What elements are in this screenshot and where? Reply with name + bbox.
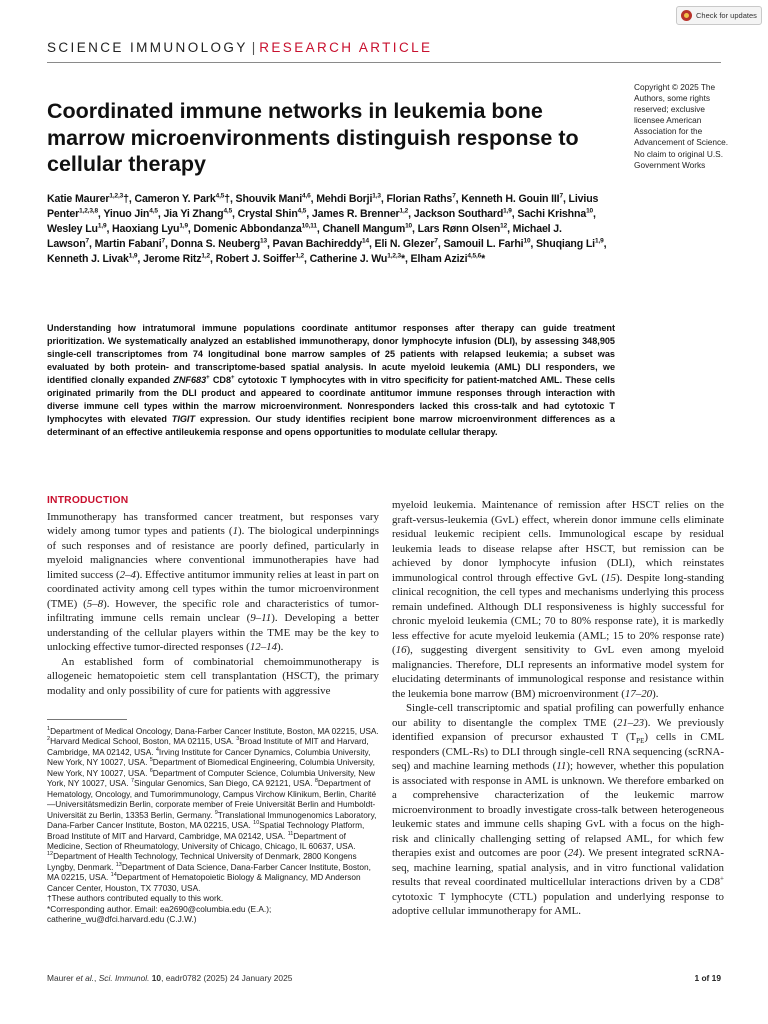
footnote-rule <box>47 719 127 720</box>
author-name: Crystal Shin$^{4,5}$ <box>237 207 307 221</box>
article-type: RESEARCH ARTICLE <box>259 40 433 55</box>
author-name: Domenic Abbondanza$^{10,11}$ <box>193 222 317 236</box>
author-name: Yinuo Jin$^{4,5}$ <box>103 207 158 221</box>
author-name: Elham Azizi$^{4,5,6}$* <box>410 252 486 266</box>
header-separator: | <box>251 40 256 55</box>
check-updates-icon <box>681 10 692 21</box>
corresponding-author-note: *Corresponding author. Email: ea2690@columbia.edu (E.A.); catherine_wu@dfci.harvard.edu (C.J.W.) <box>47 903 272 925</box>
author-name: Donna S. Neuberg$^{13}$ <box>170 237 267 251</box>
copyright-notice: Copyright © 2025 The Authors, some rights reserved; exclusive licensee American Association for the Advancement of Science. No claim to original U.S. Government Works <box>634 82 729 170</box>
author-list: Katie Maurer$^{1,2,3}$†, Cameron Y. Park$^{4,5}$†, Shouvik Mani$^{4,6}$, Mehdi Borji$^{1,3}$, Florian Raths$^7$, Kenneth H. Gouin III$^7$, Livius Penter$^{1,2,3,8}$, Yinuo Jin$^{4,5}$, Jia Yi Zhang$^{4,5}$, Crystal Shin$^{4,5}$, James R. Brenner$^{1,2}$, Jackson Southard$^{1,9}$, Sachi Krishna$^{10}$, Wesley Lu$^{1,9}$, Haoxiang Lyu$^{1,9}$, Domenic Abbondanza$^{10,11}$, Chanell Mangum$^{10}$, Lars Rønn Olsen$^{12}$, Michael J. Lawson$^7$, Martin Fabani$^7$, Donna S. Neuberg$^{13}$, Pavan Bachireddy$^{14}$, Eli N. Glezer$^7$, Samouil L. Farhi$^{10}$, Shuqiang Li$^{1,9}$, Kenneth J. Livak$^{1,9}$, Jerome Ritz$^{1,2}$, Robert J. Soiffer$^{1,2}$, Catherine J. Wu$^{1,2,3}$*, Elham Azizi$^{4,5,6}$* <box>47 192 607 266</box>
author-name: Kenneth J. Livak$^{1,9}$ <box>47 252 138 266</box>
footer-citation: Maurer et al., Sci. Immunol. 10, eadr0782 (2025) 24 January 2025 <box>47 973 293 983</box>
author-name: Samouil L. Farhi$^{10}$ <box>443 237 531 251</box>
equal-contribution-note: †These authors contributed equally to this work. <box>47 893 224 904</box>
author-name: Wesley Lu$^{1,9}$ <box>47 222 107 236</box>
author-name: Pavan Bachireddy$^{14}$ <box>272 237 369 251</box>
journal-header <box>47 40 432 55</box>
page-number: 1 of 19 <box>694 973 721 983</box>
affiliations-footnotes <box>47 726 379 925</box>
check-for-updates-button[interactable] <box>676 6 762 25</box>
author-name: Martin Fabani$^7$ <box>94 237 165 251</box>
author-name: Michael J. Lawson$^7$ <box>47 223 562 251</box>
right-column <box>392 498 724 919</box>
author-name: Jerome Ritz$^{1,2}$ <box>142 252 210 266</box>
author-name: Florian Raths$^7$ <box>386 192 456 205</box>
author-name: Catherine J. Wu$^{1,2,3}$* <box>309 252 405 266</box>
intro-paragraph-4: Single-cell transcriptomic and spatial profiling can powerfully enhance our ability to disentangle the complex TME (21–23). We previously identified expansion of precursor exhausted T $(T_{PE})$ cells in CML responders (CML-Rs) to DLI through single-cell RNA sequencing (scRNA-seq) and machine learning methods (11); however, whether this population is associated with response in AML is unknown. We therefore embarked on a comprehensive characterization of the leukemic marrow microenvironment to broadly investigate cross-talk between heterogeneous leukemic states and immune cells shaping GvL with a focus on the high-risk and clinically challenging setting of relapsed AML, for which few therapies exist and outcomes are poor (24). We present integrated scRNA-seq, machine learning, spatial analysis, and in vitro functional validation results that reveal coordinated multicellular interactions driven by a CD8+ cytotoxic T lymphocyte (CTL) population and underlying response to adoptive cellular immunotherapy for AML. <box>392 702 725 917</box>
section-heading-introduction: INTRODUCTION <box>47 495 129 506</box>
author-name: Mehdi Borji$^{1,3}$ <box>316 192 381 205</box>
intro-paragraph-1: Immunotherapy has transformed cancer treatment, but responses vary widely among tumor types and patients (1). The biological underpinnings of such responses and of resistance are poorly defined, particularly in myeloid malignancies where conventional immunotherapies have had limited success (2–4). Effective antitumor immunity relies at least in part on coordinated activity among cell types within the tumor microenvironment (TME) (5–8). However, the specific role and characteristics of tumor-infiltrating immune cells remain unclear (9–11). Developing a better understanding of the cellular players within the TME may be the key to unlocking effective tumor-directed responses (12–14). <box>47 510 380 653</box>
header-rule <box>47 62 721 63</box>
abstract: Understanding how intratumoral immune populations coordinate antitumor responses after therapy can guide treatment prioritization. We systematically analyzed an established immunotherapy, donor lymphocyte infusion (DLI), by assessing 348,905 single-cell transcriptomes from 74 longitudinal bone marrow samples of 25 patients with relapsed leukemia; a subset was evaluated by both protein- and transcriptome-based spatial analysis. In acute myeloid leukemia (AML) DLI responders, we identified clonally expanded ZNF683+ CD8+ cytotoxic T lymphocytes with in vitro specificity for patient-matched AML. These cells originated primarily from the DLI product and appeared to coordinate antitumor immune responses through interaction with diverse immune cell types within the marrow microenvironment. Nonresponders lacked this cross-talk and had cytotoxic T lymphocytes with elevated TIGIT expression. Our study identifies recipient bone marrow microenvironment differences as a determinant of an effective antileukemia response and opens opportunities to modulate cellular therapy. <box>47 323 615 437</box>
author-name: Katie Maurer$^{1,2,3}$† <box>47 192 129 205</box>
author-name: Shouvik Mani$^{4,6}$ <box>235 192 311 205</box>
intro-paragraph-3: myeloid leukemia. Maintenance of remission after HSCT relies on the graft-versus-leukemia (GvL) effect, wherein donor immune cells eliminate residual leukemic recipient cells. Immunological escape by residual leukemia leads to disease relapse after HSCT, but remission can be achieved by donor lymphocyte infusion (DLI), which reinstates immunological control through effective GvL (15). Despite long-standing clinical recognition, the cell types and mechanisms underlying this process remain undefined. Although DLI responsiveness is highly successful for chronic myeloid leukemia (CML; 70 to 80% response rate), it is markedly less effective for acute myeloid leukemia (AML; 15 to 20% response rate) (16), suggesting divergent sensitivity to GvL even among myeloid malignancies. Therefore, DLI represents an informative model system for elucidating determinants of immunological response and resistance within the leukemia bone marrow (BM) microenvironment (17–20). <box>392 499 724 700</box>
author-name: Robert J. Soiffer$^{1,2}$ <box>215 252 305 266</box>
author-name: Jackson Southard$^{1,9}$ <box>413 207 512 221</box>
author-name: Cameron Y. Park$^{4,5}$† <box>134 192 230 205</box>
left-column <box>47 494 379 698</box>
author-name: James R. Brenner$^{1,2}$ <box>311 207 409 221</box>
intro-paragraph-2: An established form of combinatorial chemoimmunotherapy is allogeneic hematopoietic stem cell transplantation (HSCT), the primary modality and only possibility of cure for patients with aggressive <box>47 655 379 697</box>
author-name: Sachi Krishna$^{10}$ <box>517 207 593 221</box>
author-name: Eli N. Glezer$^7$ <box>374 237 438 251</box>
affiliation-list: $^1$Department of Medical Oncology, Dana-Farber Cancer Institute, Boston, MA 02215, USA. $^2$Harvard Medical School, Boston, MA 02115, USA. $^3$Broad Institute of MIT and Harvard, Cambridge, MA 02142, USA. $^4$Irving Institute for Cancer Dynamics, Columbia University, New York, NY 10027, USA. $^5$Department of Biomedical Engineering, Columbia University, New York, NY 10027, USA. $^6$Department of Computer Science, Columbia University, New York, NY 10027, USA. $^7$Singular Genomics, San Diego, CA 92121, USA. $^8$Department of Hematology, Oncology, and Tumorimmunology, Campus Virchow Klinikum, Berlin, Charité—Universitätsmedizin Berlin, corporate member of Freie Universität Berlin and Humboldt-Universität zu Berlin, 13353 Berlin, Germany. $^9$Translational Immunogenomics Laboratory, Dana-Farber Cancer Institute, Boston, MA 02215, USA. $^{10}$Spatial Technology Platform, Broad Institute of MIT and Harvard, Cambridge, MA 02142, USA. $^{11}$Department of Medicine, Section of Rheumatology, University of Chicago, Chicago, IL 60637, USA. $^{12}$Department of Health Technology, Technical University of Denmark, 2800 Kongens Lyngby, Denmark. $^{13}$Department of Data Science, Dana-Farber Cancer Institute, Boston, MA 02215, USA. $^{14}$Department of Hematopoietic Biology & Malignancy, MD Anderson Cancer Center, Houston, TX 77030, USA. <box>47 726 379 893</box>
author-name: Kenneth H. Gouin III$^7$ <box>461 192 563 205</box>
author-name: Jia Yi Zhang$^{4,5}$ <box>163 207 233 221</box>
check-updates-label: Check for updates <box>696 11 757 20</box>
article-title: Coordinated immune networks in leukemia bone marrow microenvironments distinguish response to cellular therapy <box>47 99 579 176</box>
author-name: Livius Penter$^{1,2,3,8}$ <box>47 193 599 221</box>
author-name: Lars Rønn Olsen$^{12}$ <box>417 222 508 236</box>
journal-name: SCIENCE IMMUNOLOGY <box>47 40 248 55</box>
author-name: Chanell Mangum$^{10}$ <box>322 222 413 236</box>
author-name: Haoxiang Lyu$^{1,9}$ <box>112 222 188 236</box>
author-name: Shuqiang Li$^{1,9}$ <box>536 237 604 251</box>
